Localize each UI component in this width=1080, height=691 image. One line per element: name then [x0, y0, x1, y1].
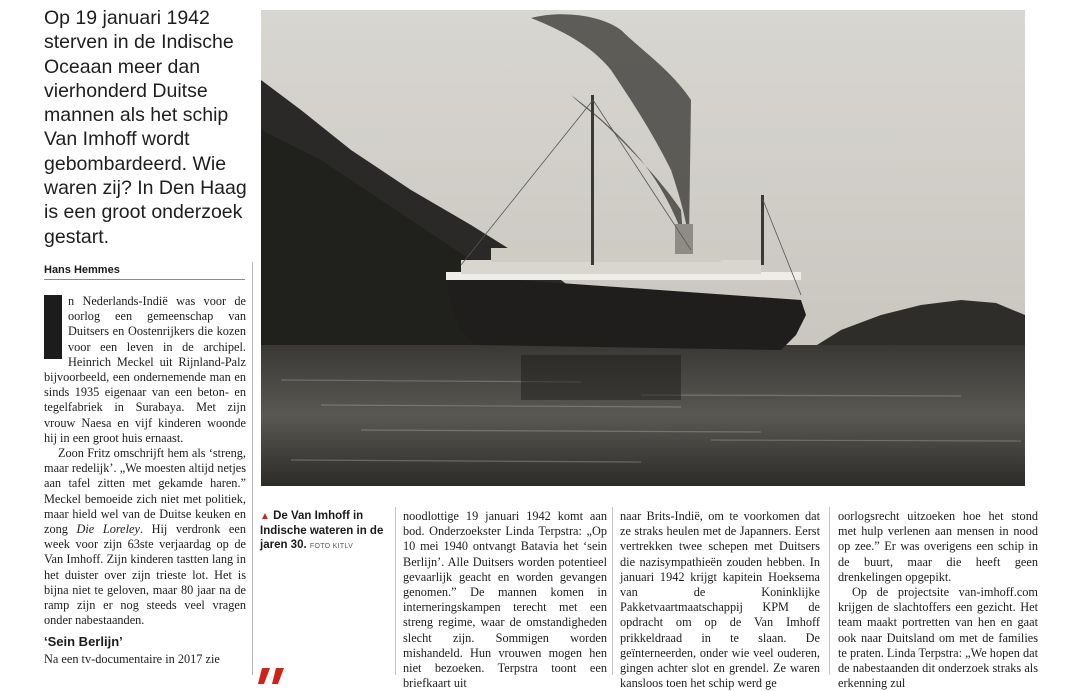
byline-author: Hans Hemmes — [44, 264, 245, 280]
article-column-4 — [838, 509, 1038, 691]
ship-photo — [261, 10, 1025, 486]
article-paragraph: oorlogsrecht uitzoeken hoe het stond met hulp verlenen aan mensen in nood op zee.” Er was overigens een schip in de buurt, maar die heeft geen drenkelingen opgepikt. — [838, 509, 1038, 584]
pull-quote-mark-icon — [258, 664, 298, 675]
column-divider — [252, 262, 253, 675]
caption-triangle-icon: ▲ — [260, 511, 270, 522]
ship-foremast — [591, 95, 594, 265]
drop-initial-block — [44, 295, 62, 359]
photo-credit: FOTO KITLV — [309, 543, 354, 550]
article-column-1 — [44, 294, 246, 675]
article-paragraph-1: n Nederlands-Indië was voor de oorlog een gemeenschap van Duitsers en Oostenrijkers die kozen voor een leven in de archipel. Heinrich Meckel uit Rijnland-Palz bijvoorbeeld, een ondernemende man en sinds 1935 eigenaar van een beton- en tegelfabriek in Surabaya. Met zijn vrouw Naesa en vijf kinderen woonde hij in een groot huis ernaast. — [44, 294, 246, 445]
column-divider — [612, 507, 613, 675]
section-subheading: ‘Sein Berlijn’ — [44, 634, 123, 650]
article-column-3 — [620, 509, 820, 691]
lead-paragraph: Op 19 januari 1942 sterven in de Indische Oceaan meer dan vierhonderd Duitse mannen als het schip Van Imhoff wordt gebombardeerd. Wie waren zij? In Den Haag is een groot onderzoek gestart. — [44, 7, 247, 248]
ship-photo-illustration — [261, 10, 1025, 486]
article-column-2 — [403, 509, 607, 691]
ship-aftmast — [761, 195, 764, 265]
photo-caption — [260, 509, 388, 554]
article-paragraph-3: Na een tv-documentaire in 2017 zie — [44, 651, 220, 666]
article-paragraph: naar Brits-Indië, om te voorkomen dat ze straks heulen met de Japanners. Eerst vertrekken twee schepen met Duitsers die nazisympathieën zouden hebben. In januari 1942 krijgt kapitein Hoeksema van de Koninklijke Pakketvaartmaatschappij KPM de opdracht om op de Van Imhoff prikkeldraad in te slaan. De geïnterneerden, onder wie veel ouderen, gingen achter slot en grendel. Ze waren kansloos toen het schip werd ge — [620, 509, 820, 691]
article-paragraph: noodlottige 19 januari 1942 komt aan bod. Onderzoekster Linda Terpstra: „Op 10 mei 1940 ontvangt Batavia het ‘sein Berlijn’. Alle Duitsers worden potentieel gevaarlijk geacht en worden gevangen genomen.” De mannen komen in interneringskampen terecht met een streng regime, waar de omstandigheden slecht zijn. Sommigen worden mishandeld. Hun vrouwen mogen hen niet bezoeken. Terpstra toont een briefkaart uit — [403, 509, 607, 691]
column-divider — [829, 507, 830, 675]
caption-text: De Van Imhoff in Indische wateren in de jaren 30. — [260, 510, 384, 551]
paragraph-2-text-b: . Hij verdronk een week voor zijn 63ste verjaardag op de Van Imhoff. Zijn kinderen tastten lang in het duister over zijn trieste lot. Het is bijna niet te geloven, maar 80 jaar na de ramp zijn er nog steeds veel vragen onder nabestaanden. — [44, 522, 246, 628]
ship-reflection — [521, 355, 681, 400]
ship-superstructure — [461, 260, 761, 274]
song-title: Die Loreley — [76, 522, 140, 537]
article-paragraph: Op de projectsite van-imhoff.com krijgen de slachtoffers een gezicht. Het team maakt portretten van hen en gaat ook naar Duitsland om met de families te praten. Linda Terpstra: „We hopen dat de nabestaanden dit onderzoek straks als erkenning zul — [838, 585, 1038, 691]
column-divider — [395, 507, 396, 675]
paragraph-2-text-a: Zoon Fritz omschrijft hem als ‘streng, maar redelijk’. „We moesten altijd netjes aan tafel zitten met gekamde haren.” Meckel bemoeide zich niet met politiek, maar hield wel van de Duitse keuken en zong — [44, 446, 246, 537]
article-paragraph-2 — [44, 446, 246, 628]
